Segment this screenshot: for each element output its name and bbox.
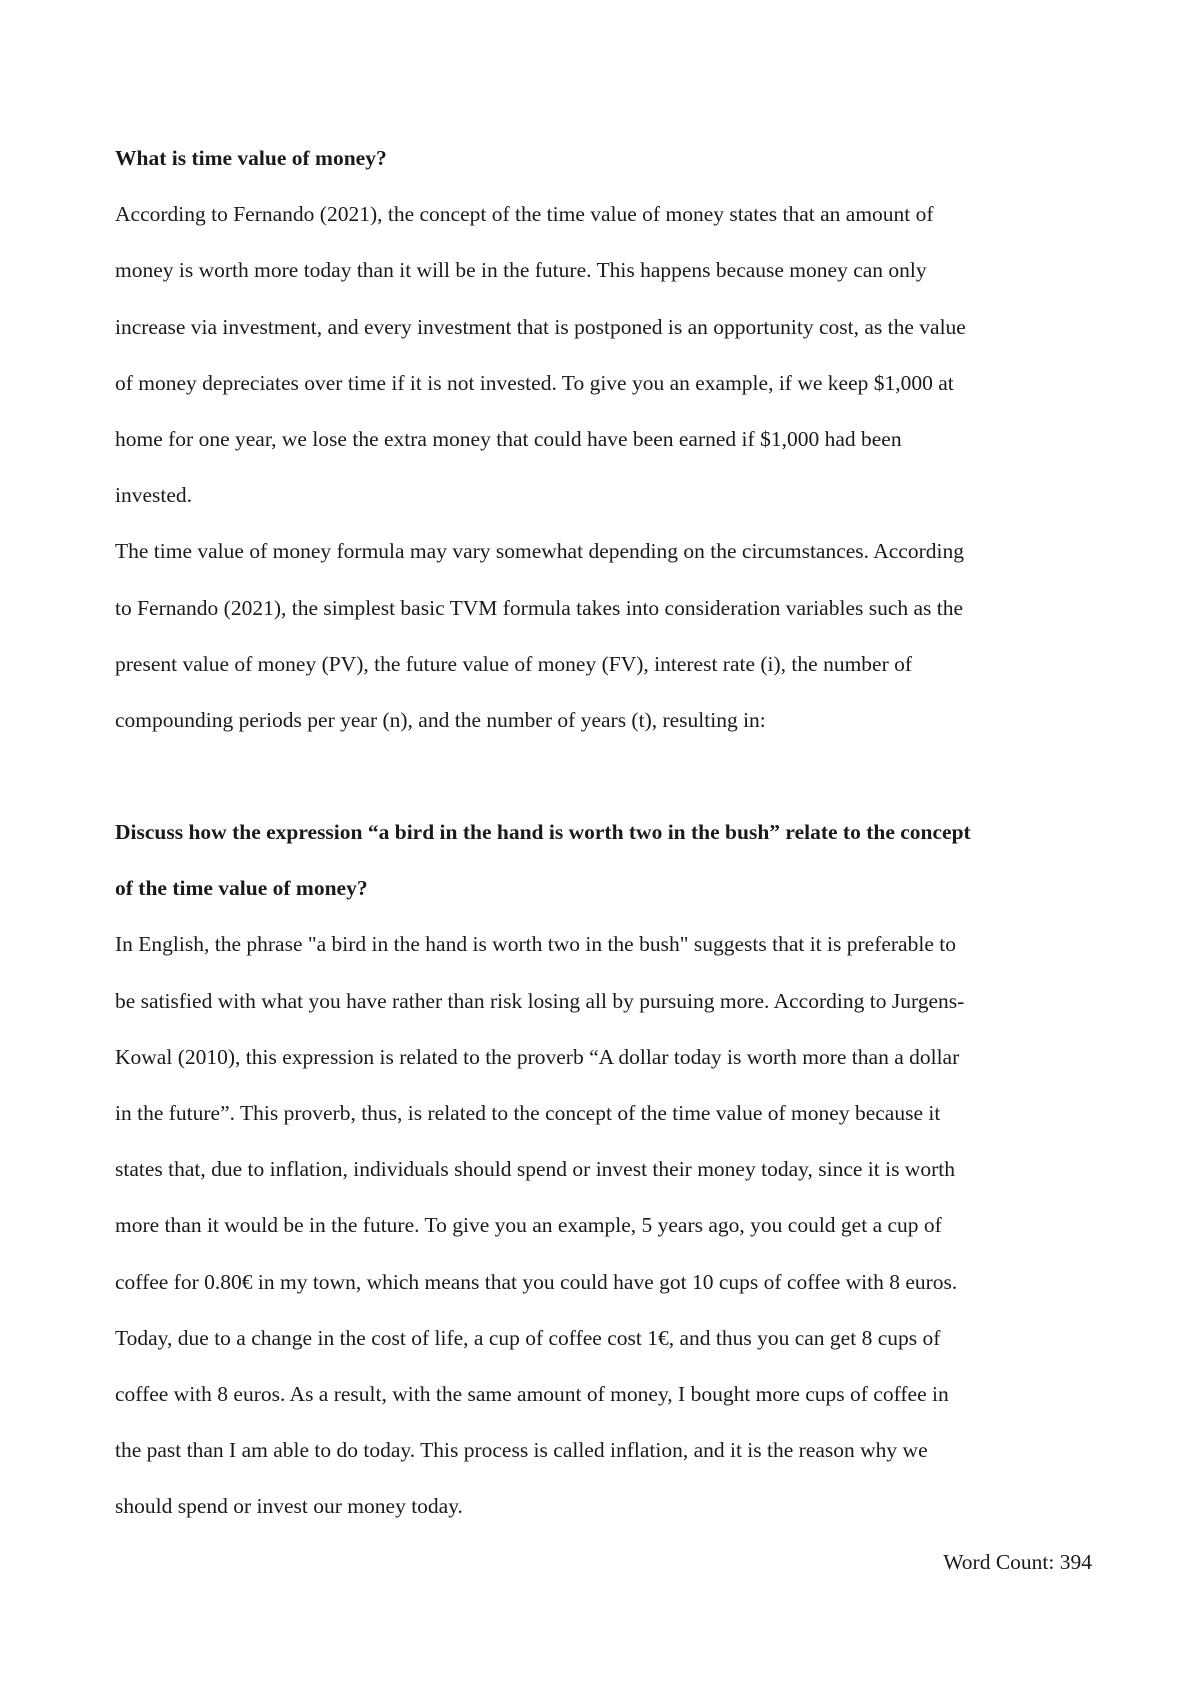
paragraph-line: According to Fernando (2021), the concept of the time value of money states that an amount of (115, 202, 934, 227)
paragraph-line: Kowal (2010), this expression is related to the proverb “A dollar today is worth more than a dollar (115, 1044, 960, 1069)
heading-line: Discuss how the expression “a bird in the hand is worth two in the bush” relate to the concept (115, 820, 971, 845)
paragraph-line: to Fernando (2021), the simplest basic TVM formula takes into consideration variables such as the (115, 595, 964, 620)
word-count: Word Count: 394 (943, 1550, 1092, 1574)
paragraph-line: coffee for 0.80€ in my town, which means that you could have got 10 cups of coffee with 8 euros. (115, 1269, 958, 1294)
paragraph-line: states that, due to inflation, individuals should spend or invest their money today, since it is worth (115, 1157, 955, 1182)
paragraph-line: In English, the phrase "a bird in the hand is worth two in the bush" suggests that it is preferable to (115, 932, 956, 957)
paragraph-line: be satisfied with what you have rather than risk losing all by pursuing more. According to Jurgens- (115, 988, 965, 1013)
paragraph-line: compounding periods per year (n), and the number of years (t), resulting in: (115, 707, 766, 732)
paragraph-line: The time value of money formula may vary somewhat depending on the circumstances. According (115, 539, 964, 564)
paragraph-line: in the future”. This proverb, thus, is related to the concept of the time value of money because it (115, 1101, 941, 1125)
heading-line: of the time value of money? (115, 876, 368, 901)
paragraph-line: the past than I am able to do today. This process is called inflation, and it is the reason why we (115, 1438, 928, 1463)
paragraph-line: coffee with 8 euros. As a result, with the same amount of money, I bought more cups of coffee in (115, 1381, 949, 1406)
paragraph-line: should spend or invest our money today. (115, 1494, 463, 1519)
paragraph-line: of money depreciates over time if it is not invested. To give you an example, if we keep $1,000 at (115, 370, 954, 395)
paragraph-line: money is worth more today than it will be in the future. This happens because money can only (115, 258, 927, 283)
section2-paragraph (115, 924, 1090, 1542)
paragraph-line: home for one year, we lose the extra money that could have been earned if $1,000 had been (115, 426, 902, 451)
paragraph-line: invested. (115, 483, 193, 508)
paragraph-line: Today, due to a change in the cost of life, a cup of coffee cost 1€, and thus you can get 8 cups of (115, 1325, 941, 1350)
section1-heading: What is time value of money? (115, 146, 387, 170)
paragraph-line: more than it would be in the future. To give you an example, 5 years ago, you could get a cup of (115, 1213, 942, 1238)
section1-paragraph2 (115, 531, 1090, 756)
section2-heading (115, 812, 1090, 924)
section-spacer (115, 756, 1090, 812)
section1-paragraph1 (115, 194, 1090, 531)
paragraph-line: increase via investment, and every investment that is postponed is an opportunity cost, as the value (115, 314, 966, 339)
document-body (115, 138, 1090, 1543)
paragraph-line: present value of money (PV), the future value of money (FV), interest rate (i), the number of (115, 651, 913, 676)
